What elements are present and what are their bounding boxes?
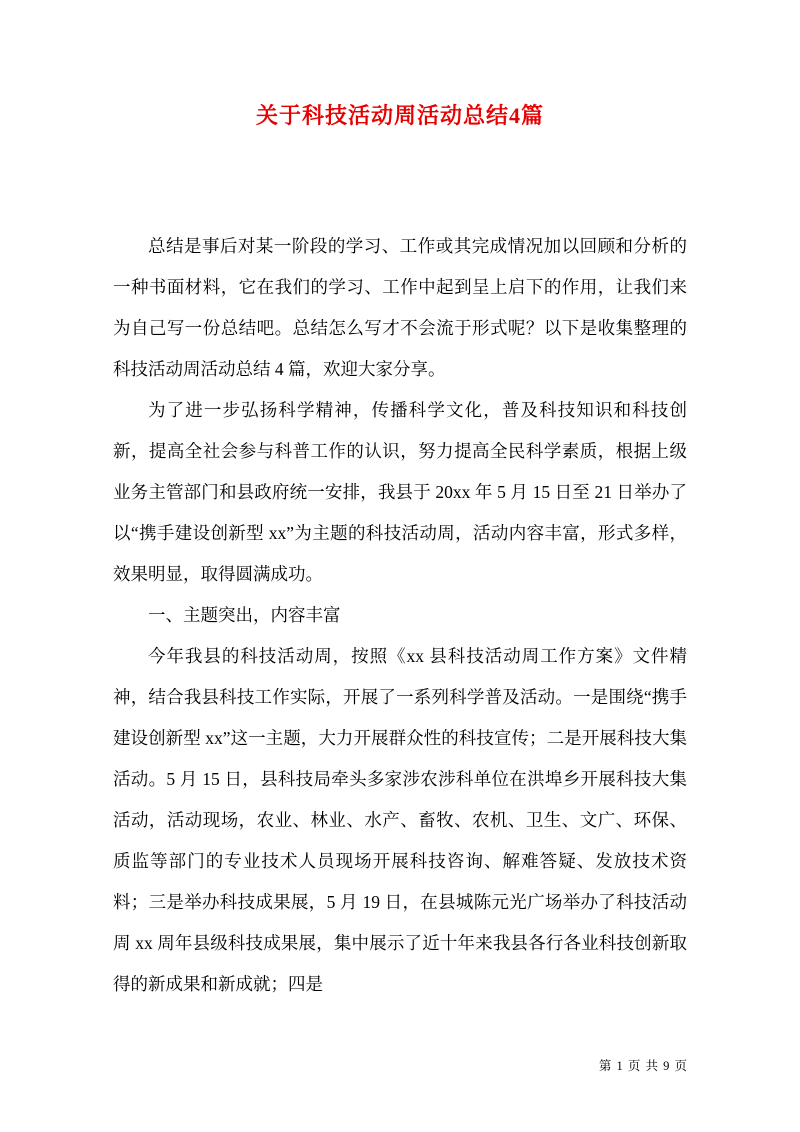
- paragraph-section-1-body: 今年我县的科技活动周，按照《xx 县科技活动周工作方案》文件精神，结合我县科技工作实际，开展了一系列科学普及活动。一是围绕“携手建设创新型 xx”这一主题，大力开展群众性的科技宣传；二是开展科技大集活动。5 月 15 日，县科技局牵头多家涉农涉科单位在洪埠乡开展科技大集活动，活动现场，农业、林业、水产、畜牧、农机、卫生、文广、环保、质监等部门的专业技术人员现场开展科技咨询、解难答疑、发放技术资料；三是举办科技成果展，5 月 19 日，在县城陈元光广场举办了科技活动周 xx 周年县级科技成果展，集中展示了近十年来我县各行各业科技创新取得的新成果和新成就；四是: [113, 646, 687, 994]
- section-heading-1: 一、主题突出，内容丰富: [148, 605, 341, 625]
- document-body: [113, 226, 687, 1005]
- paragraph-intro: 总结是事后对某一阶段的学习、工作或其完成情况加以回顾和分析的一种书面材料，它在我们的学习、工作中起到呈上启下的作用，让我们来为自己写一份总结吧。总结怎么写才不会流于形式呢？以下是收集整理的科技活动周活动总结 4 篇，欢迎大家分享。: [113, 236, 687, 379]
- paragraph-overview: 为了进一步弘扬科学精神，传播科学文化，普及科技知识和科技创新，提高全社会参与科普工作的认识，努力提高全民科学素质，根据上级业务主管部门和县政府统一安排，我县于 20xx 年 5 月 15 日至 21 日举办了以“携手建设创新型 xx”为主题的科技活动周，活动内容丰富，形式多样，效果明显，取得圆满成功。: [113, 400, 687, 584]
- document-title: 关于科技活动周活动总结4篇: [255, 103, 544, 128]
- page-number-footer: 第 1 页 共 9 页: [598, 1059, 688, 1073]
